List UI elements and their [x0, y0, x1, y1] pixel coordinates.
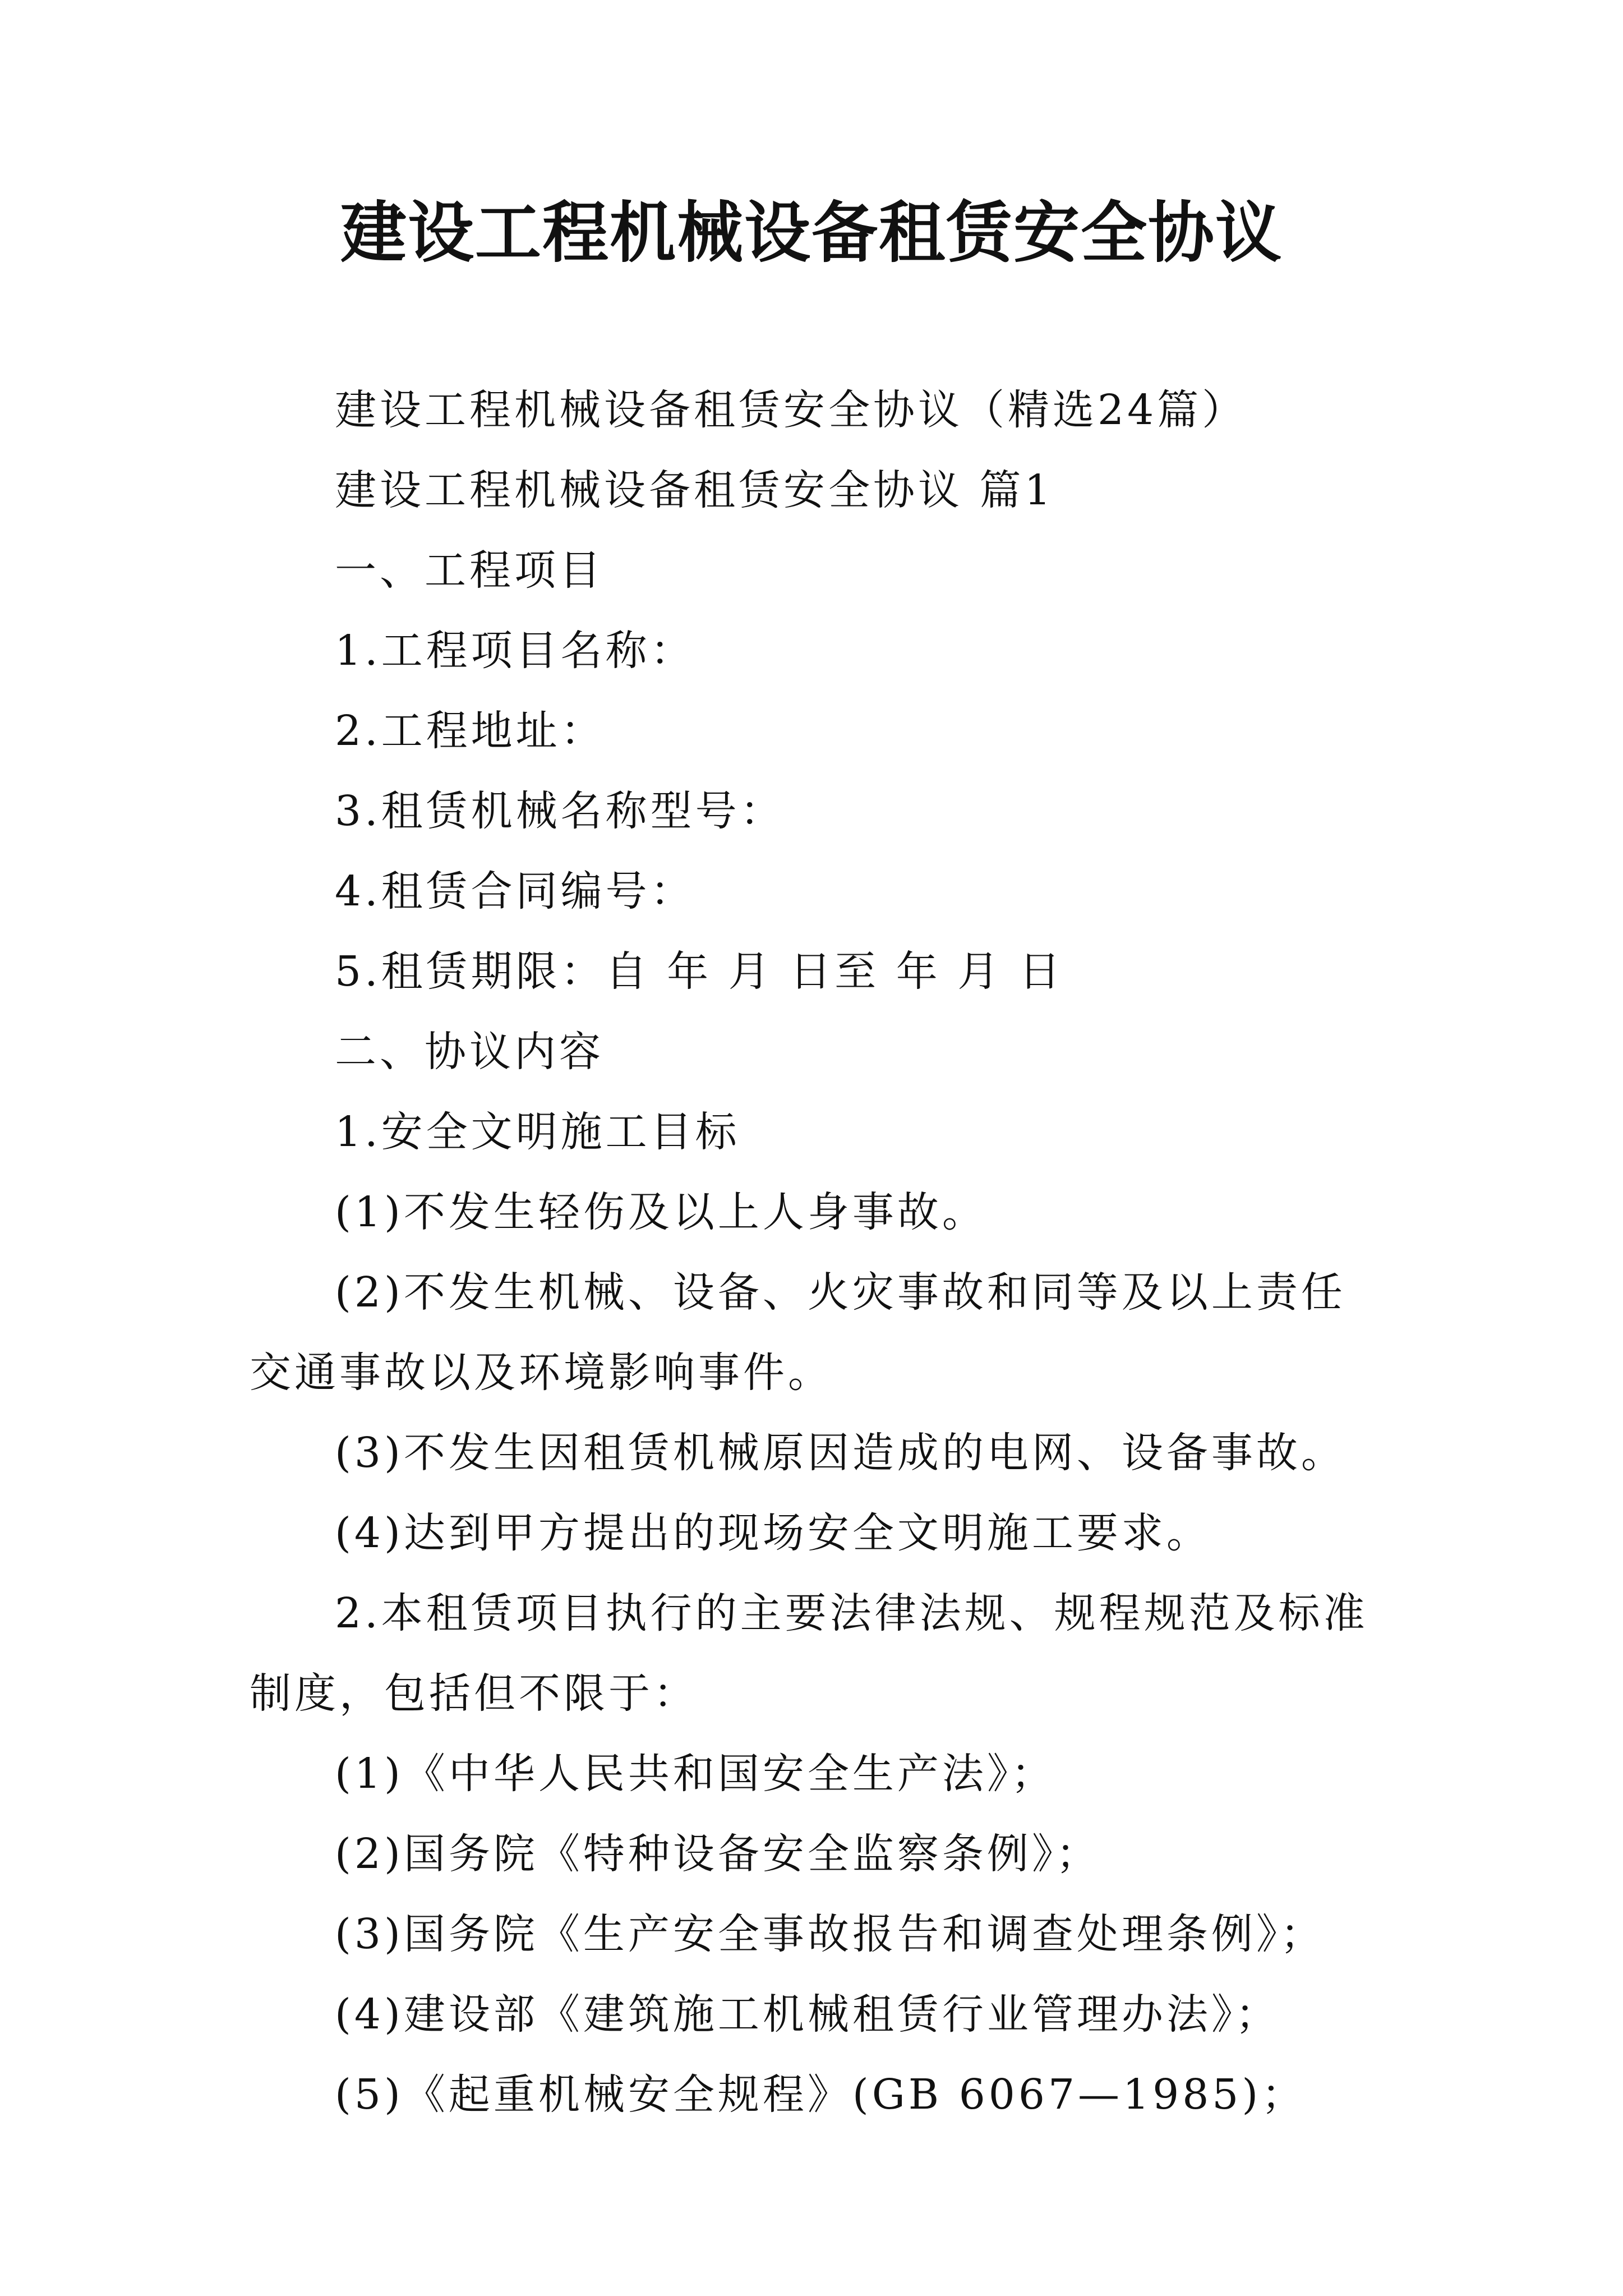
field-project-name: 1.工程项目名称：: [335, 627, 695, 675]
list-item: (2)不发生机械、设备、火灾事故和同等及以上责任交通事故以及环境影响事件。: [250, 1268, 1346, 1397]
document-title: 建设工程机械设备租赁安全协议: [340, 194, 1283, 272]
heading-regulations: 2.本租赁项目执行的主要法律法规、规程规范及标准制度，包括但不限于：: [250, 1589, 1368, 1718]
list-item: (1)《中华人民共和国安全生产法》；: [335, 1750, 1056, 1798]
section-heading-part-1: 建设工程机械设备租赁安全协议 篇1: [335, 466, 1054, 514]
list-item: (5)《起重机械安全规程》(GB 6067—1985)；: [335, 2070, 1307, 2119]
list-item: (4)达到甲方提出的现场安全文明施工要求。: [335, 1509, 1211, 1557]
list-item: (3)国务院《生产安全事故报告和调查处理条例》；: [335, 1910, 1325, 1958]
field-machine-model: 3.租赁机械名称型号：: [335, 787, 785, 835]
document-body: [250, 370, 1382, 2135]
list-item: (4)建设部《建筑施工机械租赁行业管理办法》；: [335, 1990, 1280, 2039]
heading-agreement-content: 二、协议内容: [335, 1028, 604, 1076]
heading-project: 一、工程项目: [335, 546, 604, 595]
field-project-address: 2.工程地址：: [335, 707, 606, 755]
list-item: (2)国务院《特种设备安全监察条例》；: [335, 1830, 1101, 1878]
list-item: (3)不发生因租赁机械原因造成的电网、设备事故。: [335, 1429, 1346, 1477]
field-contract-number: 4.租赁合同编号：: [335, 867, 695, 915]
list-item: (1)不发生轻伤及以上人身事故。: [335, 1188, 987, 1236]
heading-safety-goals: 1.安全文明施工目标: [335, 1108, 740, 1156]
field-lease-period: 5.租赁期限：自 年 月 日至 年 月 日: [335, 947, 1064, 996]
subtitle-paragraph: 建设工程机械设备租赁安全协议（精选24篇）: [335, 386, 1247, 434]
